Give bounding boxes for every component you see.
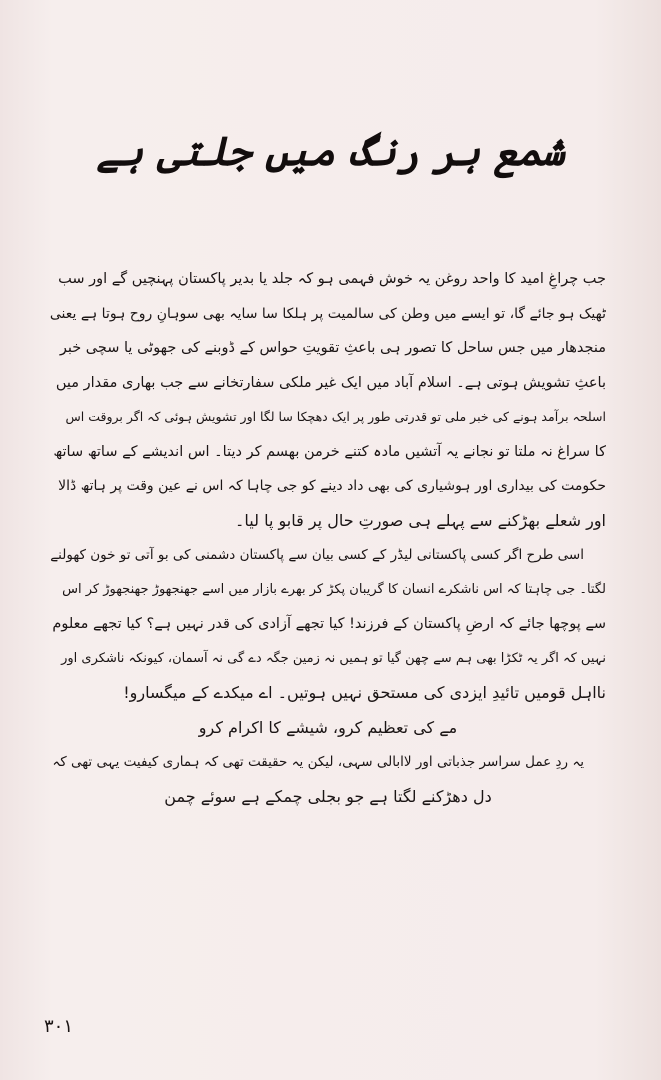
text-line-2: ٹھیک ہو جائے گا، تو ایسے میں وطن کی سالمیت پر ہلکا سا سایہ بھی سوہانِ روح ہوتا ہے یعنی (50, 305, 606, 322)
text-line-6: کا سراغ نہ ملتا تو نجانے یہ آتشیں مادہ کتنے خرمن بھسم کر دیتا۔ اس اندیشے کے ساتھ ساتھ (53, 443, 606, 460)
text-line-3: منجدھار میں جس ساحل کا تصور ہی باعثِ تقویتِ حواس کے ڈوبنے کی جھوٹی یا سچی خبر (59, 340, 606, 356)
text-line-10: لگتا۔ جی چاہتا کہ اس ناشکرے انسان کا گریبان پکڑ کر بھرے بازار میں اسے جھنجھوڑ جھنجھوڑ کر اس (62, 581, 606, 597)
closing-verse: دل دھڑکنے لگتا ہے جو بجلی چمکے ہے سوئے چمن (164, 786, 492, 806)
text-line-12: نہیں کہ اگر یہ ٹکڑا بھی ہم سے چھن گیا تو ہمیں نہ زمین جگہ دے گی نہ آسمان، کیونکہ ناشکری اور (61, 650, 606, 666)
paragraph-3 (50, 745, 606, 814)
verse-couplet: مے کی تعظیم کرو، شیشے کا اکرام کرو (198, 717, 458, 737)
text-line-4: باعثِ تشویش ہوتی ہے۔ اسلام آباد میں ایک غیر ملکی سفارتخانے سے جب بھاری مقدار میں (55, 374, 606, 391)
body-text (50, 262, 606, 814)
text-line-1: جب چراغِ امید کا واحد روغن یہ خوش فہمی ہو کہ جلد یا بدیر پاکستان پہنچیں گے اور سب (58, 271, 606, 287)
page-number: ۳۰۱ (44, 1016, 74, 1037)
text-line-11: سے پوچھا جائے کہ ارضِ پاکستان کے فرزند! کیا تجھے آزادی کی قدر نہیں ہے؟ کیا تجھے معلوم (52, 616, 606, 632)
paragraph-2 (50, 538, 606, 711)
paragraph-1 (50, 262, 606, 538)
text-line-9: اسی طرح اگر کسی پاکستانی لیڈر کے کسی بیان سے پاکستان دشمنی کی بو آتی تو خون کھولنے (50, 547, 584, 563)
text-line-7: حکومت کی بیداری اور ہوشیاری کی بھی داد دینے کو جی چاہا کہ اس نے عین وقت پر ہاتھ ڈالا (58, 478, 606, 494)
text-line-13: نااہل قومیں تائیدِ ایزدی کی مستحق نہیں ہوتیں۔ اے میکدے کے میگسارو! (123, 683, 606, 702)
text-line-5: اسلحہ برآمد ہونے کی خبر ملی تو قدرتی طور پر ایک دھچکا سا لگا اور تشویش ہوئی کہ اگر بروقت اس (65, 409, 606, 424)
chapter-title: شمع ہر رنگ میں جلتی ہے (96, 128, 565, 175)
closing-line-1: یہ ردِ عمل سراسر جذباتی اور لاابالی سہی، لیکن یہ حقیقت تھی کہ ہماری کیفیت یہی تھی کہ (52, 754, 584, 770)
text-line-8: اور شعلے بھڑکنے سے پہلے ہی صورتِ حال پر قابو پا لیا۔ (235, 510, 606, 530)
